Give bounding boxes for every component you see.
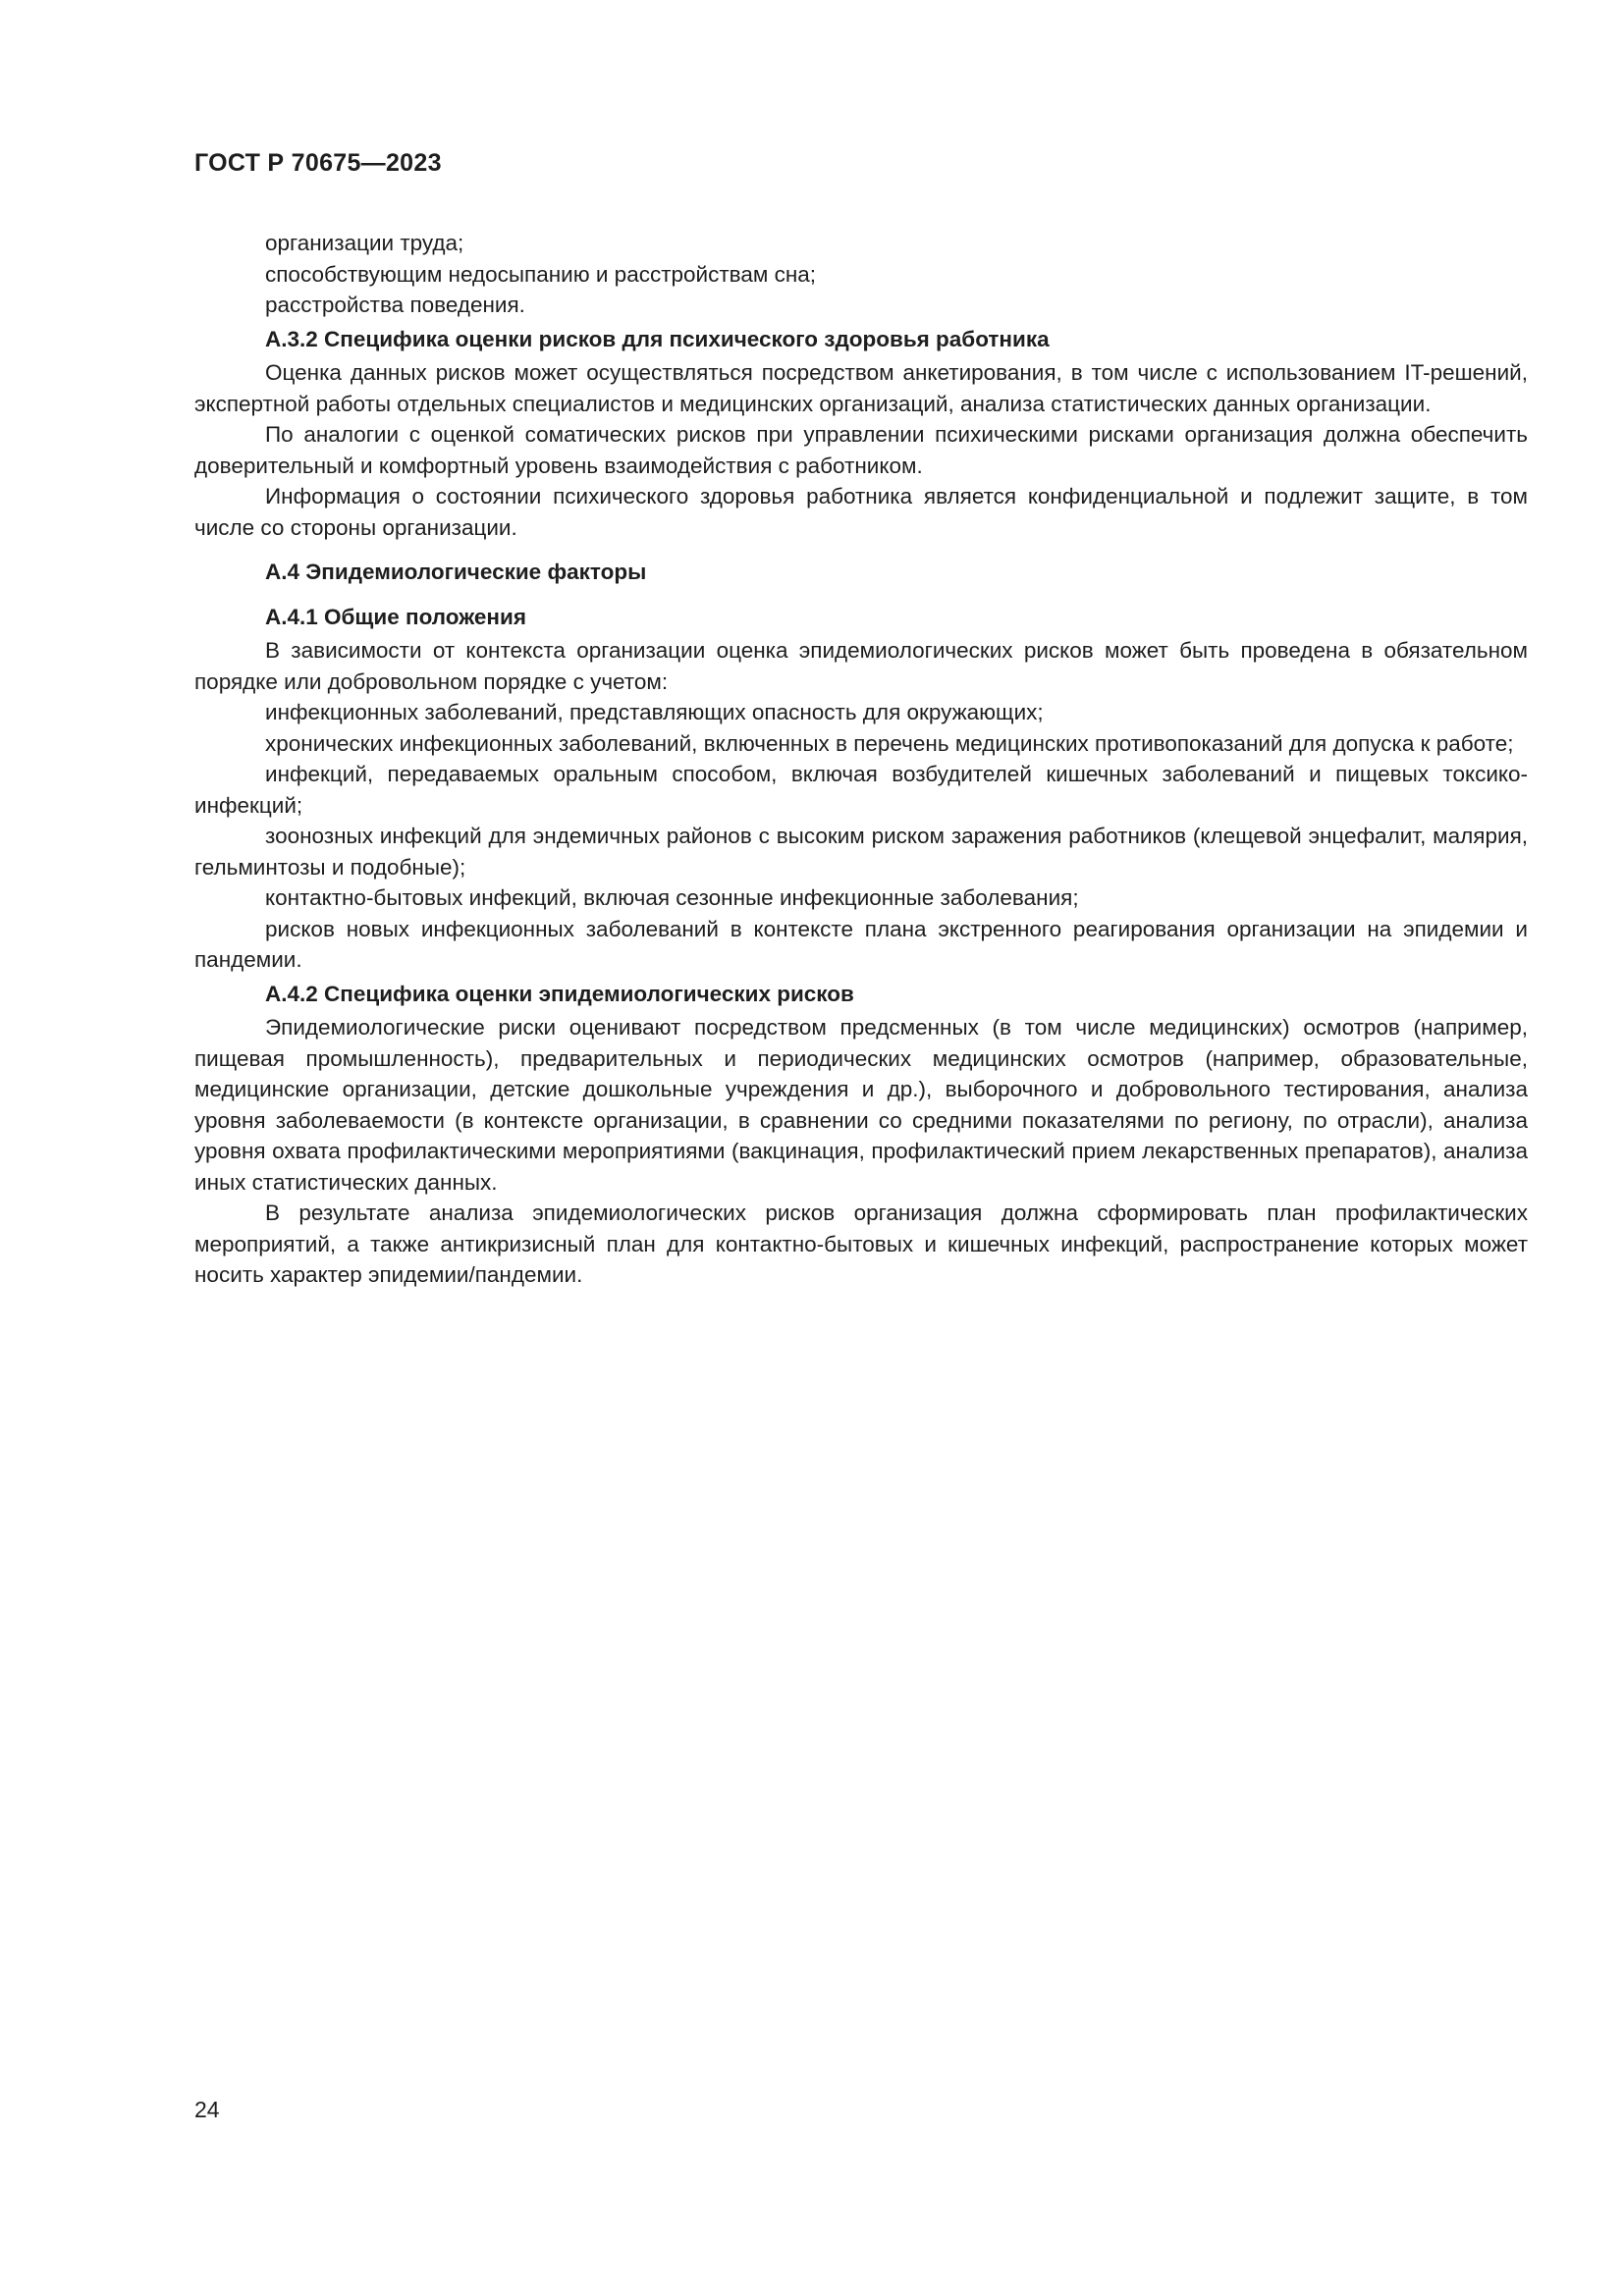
section-heading-a41: А.4.1 Общие положения xyxy=(265,604,526,629)
paragraph: В результате анализа эпидемиологических рисков организация должна сформировать план профилактических мероприятий, а также антикризисный план для контактно-бытовых и кишечных инфекций, распространение которых может носить характер эпидемии/пандемии. xyxy=(194,1201,1528,1287)
document-header-standard-code: ГОСТ Р 70675—2023 xyxy=(194,149,442,177)
list-item: хронических инфекционных заболеваний, включенных в перечень медицинских противопоказаний для допуска к работе; xyxy=(265,730,1514,756)
paragraph: По аналогии с оценкой соматических рисков при управлении психическими рисками организация должна обеспечить доверительный и комфортный уровень взаимодействия с работником. xyxy=(194,422,1528,478)
list-item: способствующим недосыпанию и расстройствам сна; xyxy=(265,261,817,287)
list-item: рисков новых инфекционных заболеваний в контексте плана экстренного реагирования организации на эпидемии и пандемии. xyxy=(194,916,1528,972)
section-heading-a32: А.3.2 Специфика оценки рисков для психического здоровья работника xyxy=(265,326,1050,351)
section-heading-a42: А.4.2 Специфика оценки эпидемиологических рисков xyxy=(265,981,854,1006)
list-item: контактно-бытовых инфекций, включая сезонные инфекционные заболевания; xyxy=(265,885,1079,910)
paragraph: В зависимости от контекста организации оценка эпидемиологических рисков может быть проведена в обязательном порядке или добровольном порядке с учетом: xyxy=(194,638,1528,694)
document-body xyxy=(194,228,1528,1291)
list-item: инфекционных заболеваний, представляющих опасность для окружающих; xyxy=(265,700,1044,724)
paragraph: Оценка данных рисков может осуществляться посредством анкетирования, в том числе с использованием IT-решений, экспертной работы отдельных специалистов и медицинских организаций, анализа статистических данных организации. xyxy=(194,360,1528,416)
list-item: зоонозных инфекций для эндемичных районов с высоким риском заражения работников (клещевой энцефалит, малярия, гельминтозы и подобные); xyxy=(194,824,1528,880)
list-item: расстройства поведения. xyxy=(265,293,525,317)
list-item: инфекций, передаваемых оральным способом, включая возбудителей кишечных заболеваний и пищевых токсико-инфекций; xyxy=(194,762,1528,818)
list-item: организации труда; xyxy=(265,231,464,255)
section-heading-a4: А.4 Эпидемиологические факторы xyxy=(265,560,647,584)
page-number: 24 xyxy=(194,2097,220,2122)
paragraph: Эпидемиологические риски оценивают посредством предсменных (в том числе медицинских) осмотров (например, пищевая промышленность), предварительных и периодических медицинских осмотров (например, образовательные, медицинские организации, детские дошкольные учреждения и др.), выборочного и добровольного тестирования, анализа уровня заболеваемости (в контексте организации, в сравнении со средними показателями по региону, по отрасли), анализа уровня охвата профилактическими мероприятиями (вакцинация, профилактический прием лекарственных препаратов), анализа иных статистических данных. xyxy=(194,1015,1528,1195)
paragraph: Информация о состоянии психического здоровья работника является конфиденциальной и подлежит защите, в том числе со стороны организации. xyxy=(194,484,1528,540)
